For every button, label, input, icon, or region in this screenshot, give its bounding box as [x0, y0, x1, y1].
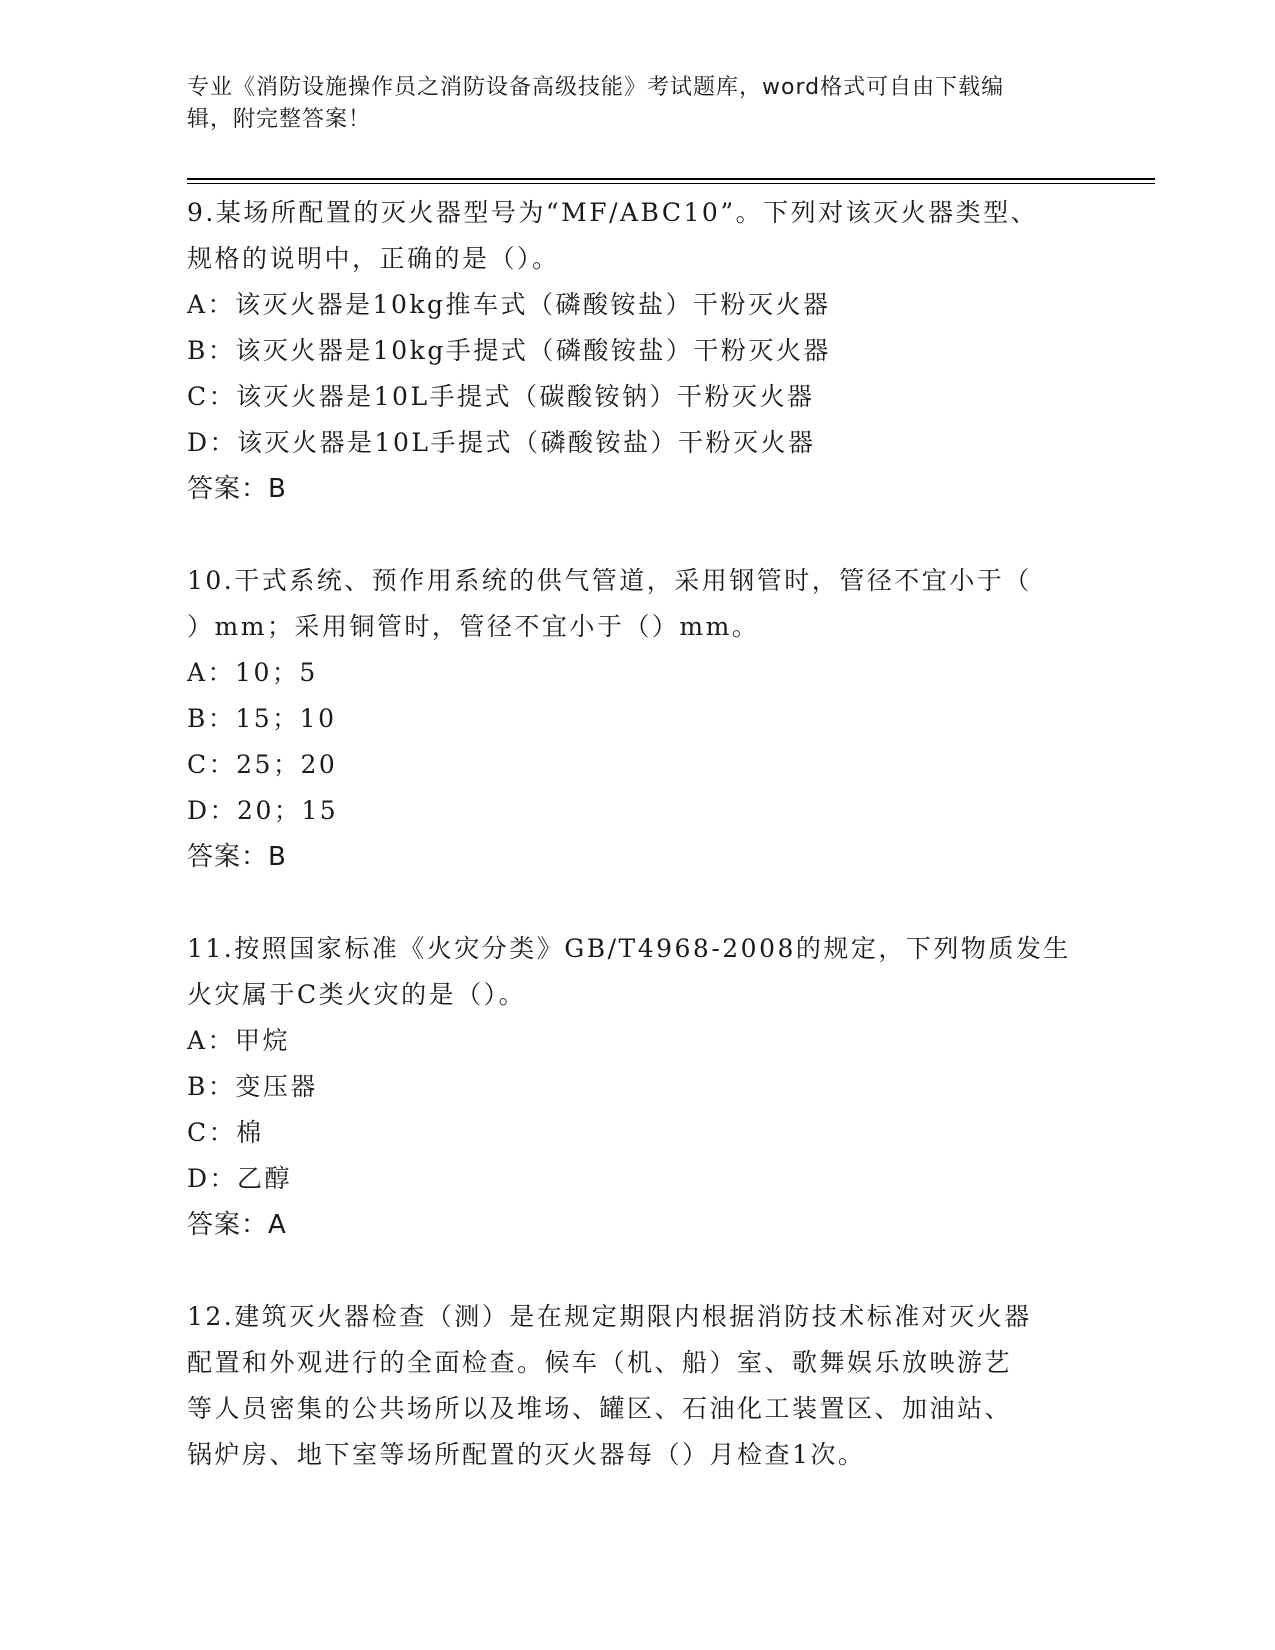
question-stem-line: 锅炉房、地下室等场所配置的灭火器每（）月检查1次。	[187, 1440, 866, 1469]
header-line-2: 辑，附完整答案！	[187, 107, 372, 132]
question-stem-line: 12.建筑灭火器检查（测）是在规定期限内根据消防技术标准对灭火器	[187, 1302, 1032, 1331]
option-c: C：该灭火器是10L手提式（碳酸铵钠）干粉灭火器	[187, 382, 815, 411]
question-12	[187, 1294, 1087, 1478]
header-line-1: 专业《消防设施操作员之消防设备高级技能》考试题库，word格式可自由下载编	[187, 75, 1005, 100]
question-11	[187, 926, 1087, 1248]
option-a: A：该灭火器是10kg推车式（磷酸铵盐）干粉灭火器	[187, 290, 831, 319]
question-9	[187, 190, 1087, 512]
option-d: D：乙醇	[187, 1164, 293, 1193]
question-stem-line: 等人员密集的公共场所以及堆场、罐区、石油化工装置区、加油站、	[187, 1394, 1013, 1423]
question-stem-line: 配置和外观进行的全面检查。候车（机、船）室、歌舞娱乐放映游艺	[187, 1348, 1013, 1377]
question-stem-line: 9.某场所配置的灭火器型号为“MF/ABC10”。下列对该灭火器类型、	[187, 198, 1039, 227]
option-a: A：10；5	[187, 658, 318, 687]
option-d: D：该灭火器是10L手提式（磷酸铵盐）干粉灭火器	[187, 428, 816, 457]
question-stem-line: 10.干式系统、预作用系统的供气管道，采用钢管时，管径不宜小于（	[187, 566, 1032, 595]
option-c: C：棉	[187, 1118, 264, 1147]
option-b: B：变压器	[187, 1072, 318, 1101]
option-b: B：15；10	[187, 704, 337, 733]
option-b: B：该灭火器是10kg手提式（磷酸铵盐）干粉灭火器	[187, 336, 831, 365]
option-c: C：25；20	[187, 750, 338, 779]
option-a: A：甲烷	[187, 1026, 291, 1055]
document-header	[187, 72, 1067, 136]
question-stem-line: 规格的说明中，正确的是（）。	[187, 244, 560, 273]
answer: 答案：B	[187, 474, 287, 504]
header-divider-thin	[187, 183, 1155, 184]
answer: 答案：A	[187, 1210, 287, 1240]
question-10	[187, 558, 1087, 880]
answer: 答案：B	[187, 842, 287, 872]
question-stem-line: ）mm；采用铜管时，管径不宜小于（）mm。	[187, 612, 760, 641]
option-d: D：20；15	[187, 796, 339, 825]
question-list	[187, 190, 1087, 1524]
header-divider-thick	[187, 178, 1155, 180]
question-stem-line: 11.按照国家标准《火灾分类》GB/T4968-2008的规定，下列物质发生	[187, 934, 1071, 963]
question-stem-line: 火灾属于C类火灾的是（）。	[187, 980, 527, 1009]
